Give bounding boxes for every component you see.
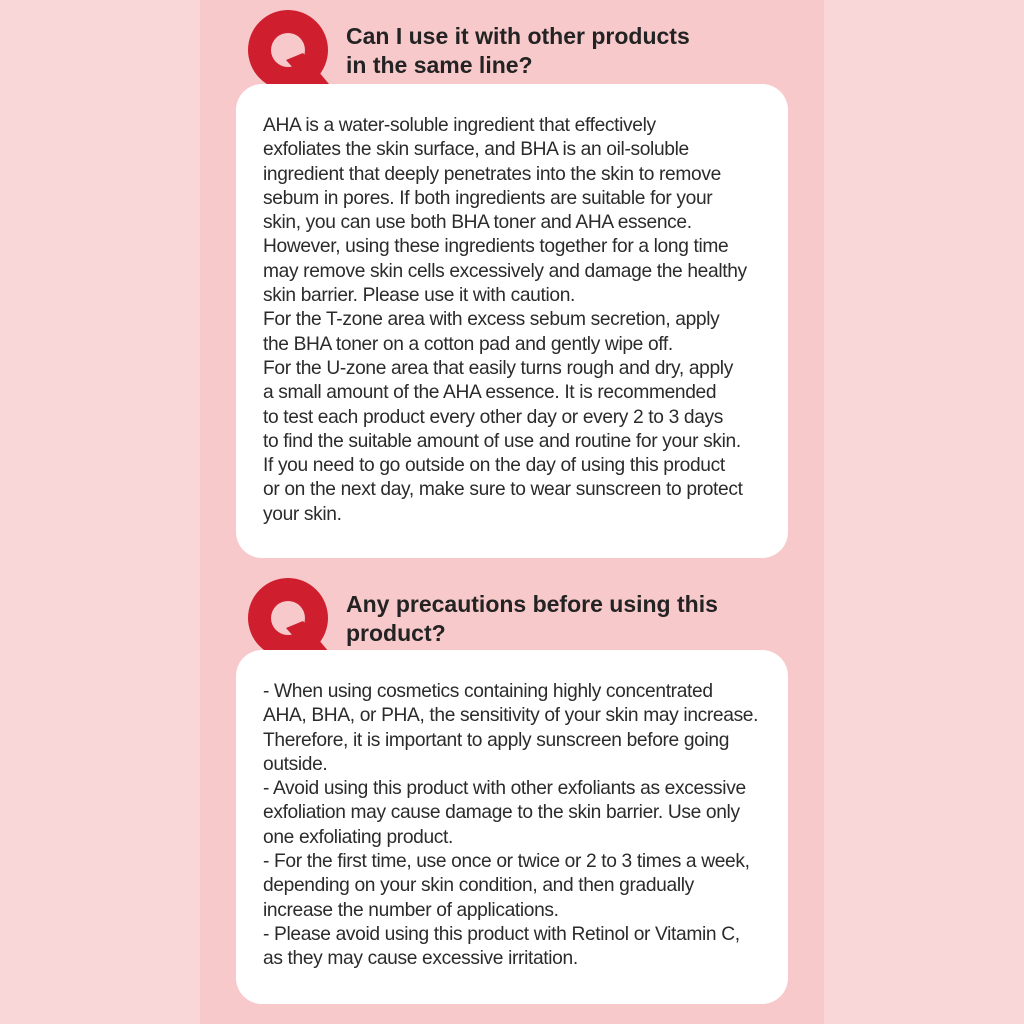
question-title xyxy=(346,22,766,80)
answer-line: the BHA toner on a cotton pad and gently wipe off. xyxy=(263,333,673,355)
answer-line: ingredient that deeply penetrates into the skin to remove xyxy=(263,163,721,185)
answer-line: increase the number of applications. xyxy=(263,899,559,921)
answer-line: to test each product every other day or every 2 to 3 days xyxy=(263,406,724,428)
answer-line: or on the next day, make sure to wear sunscreen to protect xyxy=(263,479,743,501)
answer-line: as they may cause excessive irritation. xyxy=(263,948,578,970)
answer-line: a small amount of the AHA essence. It is recommended xyxy=(263,382,717,404)
answer-line: exfoliates the skin surface, and BHA is an oil-soluble xyxy=(263,139,689,161)
answer-text xyxy=(263,114,768,527)
question-line: in the same line? xyxy=(346,52,533,78)
answer-line: - For the first time, use once or twice or 2 to 3 times a week, xyxy=(263,851,750,873)
answer-line: depending on your skin condition, and then gradually xyxy=(263,875,694,897)
question-line: Can I use it with other products xyxy=(346,23,690,49)
answer-line: your skin. xyxy=(263,503,342,525)
answer-card xyxy=(236,650,788,1004)
answer-text xyxy=(263,680,768,972)
question-title xyxy=(346,590,766,648)
answer-line: outside. xyxy=(263,753,328,775)
answer-line: If you need to go outside on the day of using this product xyxy=(263,455,725,477)
answer-line: - Avoid using this product with other exfoliants as excessive xyxy=(263,778,746,800)
answer-line: skin, you can use both BHA toner and AHA essence. xyxy=(263,212,692,234)
answer-line: one exfoliating product. xyxy=(263,826,454,848)
answer-line: skin barrier. Please use it with caution. xyxy=(263,285,575,307)
question-line: product? xyxy=(346,620,446,646)
answer-line: AHA is a water-soluble ingredient that effectively xyxy=(263,115,656,136)
answer-line: exfoliation may cause damage to the skin barrier. Use only xyxy=(263,802,740,824)
answer-line: For the U-zone area that easily turns rough and dry, apply xyxy=(263,357,733,379)
answer-card xyxy=(236,84,788,558)
answer-line: For the T-zone area with excess sebum secretion, apply xyxy=(263,309,720,331)
answer-line: - Please avoid using this product with Retinol or Vitamin C, xyxy=(263,923,740,945)
answer-line: Therefore, it is important to apply sunscreen before going xyxy=(263,729,730,751)
answer-line: to find the suitable amount of use and routine for your skin. xyxy=(263,430,741,452)
answer-line: However, using these ingredients together for a long time xyxy=(263,236,729,258)
question-line: Any precautions before using this xyxy=(346,591,718,617)
answer-line: sebum in pores. If both ingredients are suitable for your xyxy=(263,187,713,209)
answer-line: AHA, BHA, or PHA, the sensitivity of your skin may increase. xyxy=(263,705,759,727)
answer-line: may remove skin cells excessively and damage the healthy xyxy=(263,260,747,282)
answer-line: - When using cosmetics containing highly concentrated xyxy=(263,681,713,702)
